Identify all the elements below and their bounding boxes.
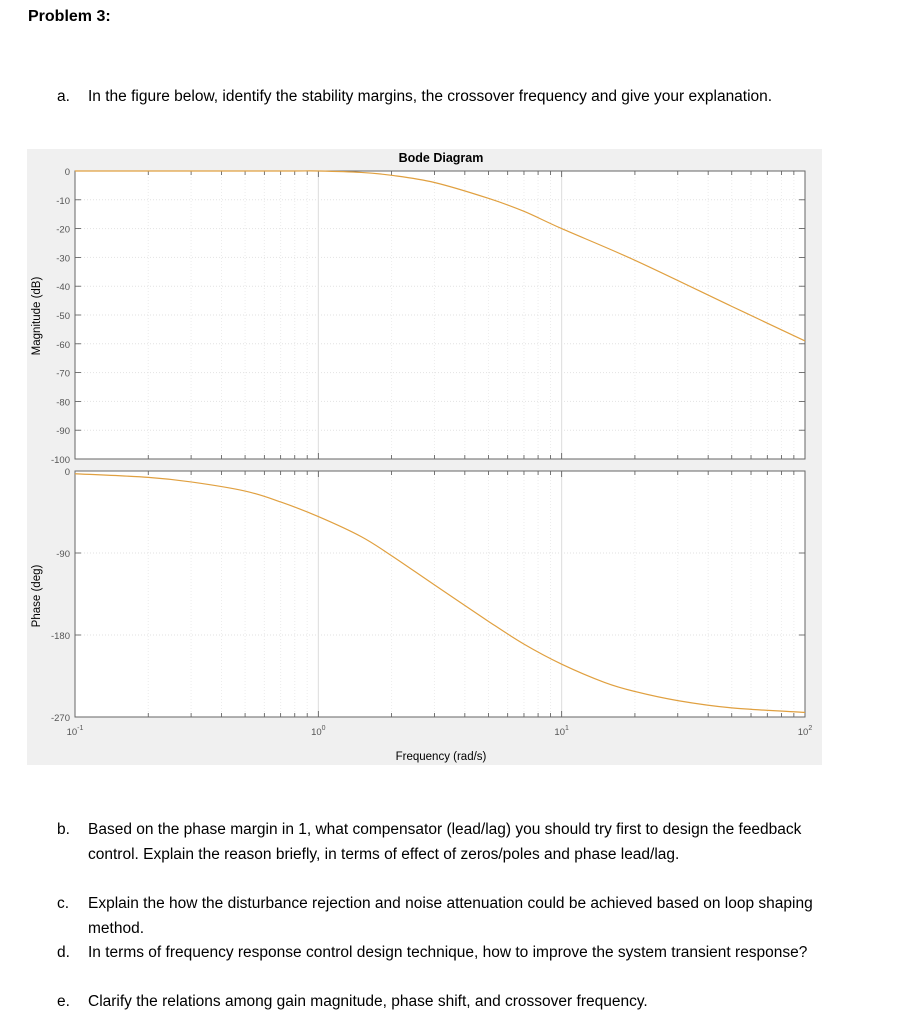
y-tick-label: 0: [64, 167, 70, 178]
x-tick-label: $10^1$: [554, 725, 569, 738]
y-tick-label: -180: [50, 631, 70, 642]
y-tick-label: -270: [50, 713, 70, 724]
question-text: Explain the how the disturbance rejection and noise attenuation could be achieved based on loop shaping method.: [88, 895, 813, 937]
question-a: [57, 85, 782, 110]
y-tick-label: -10: [56, 195, 70, 207]
magnitude-plot: [51, 167, 805, 466]
y-tick-label: -70: [56, 368, 70, 380]
y-tick-label: -90: [56, 426, 70, 438]
question-b: [57, 818, 817, 867]
question-letter: a.: [57, 88, 70, 105]
y-tick-label: -60: [56, 339, 70, 351]
y-tick-label: -80: [56, 397, 70, 409]
y-tick-label: -90: [56, 549, 70, 560]
y-tick-label: -20: [56, 224, 70, 236]
x-tick-label: $10^{-1}$: [66, 725, 84, 738]
y-tick-label: -50: [56, 311, 70, 322]
problem-heading: Problem 3:: [28, 8, 111, 25]
y-tick-label: -100: [50, 455, 70, 466]
question-text: Clarify the relations among gain magnitude, phase shift, and crossover frequency.: [88, 993, 648, 1010]
x-tick-label: $10^2$: [797, 725, 813, 738]
plot-area: [75, 171, 805, 459]
y-tick-label: -30: [56, 253, 70, 265]
question-text: Based on the phase margin in 1, what compensator (lead/lag) you should try first to design the feedback control. Explain the reason briefly, in terms of effect of zeros/poles and phase lead/lag.: [88, 821, 802, 863]
chart-title: Bode Diagram: [398, 151, 484, 165]
x-tick-label: $10^0$: [311, 725, 326, 738]
question-text: In terms of frequency response control design technique, how to improve the system transient response?: [88, 944, 808, 961]
magnitude-y-axis-label: Magnitude (dB): [31, 276, 43, 356]
question-e: [57, 990, 817, 1015]
question-letter: e.: [57, 993, 70, 1010]
question-c: [57, 892, 817, 941]
question-d: [57, 941, 817, 966]
y-tick-label: 0: [64, 467, 70, 478]
question-letter: d.: [57, 944, 70, 961]
x-axis-label: Frequency (rad/s): [395, 751, 487, 763]
bode-diagram-figure: [27, 149, 822, 765]
plot-area: [75, 471, 805, 717]
question-text: In the figure below, identify the stability margins, the crossover frequency and give your explanation.: [88, 88, 773, 105]
question-letter: b.: [57, 821, 70, 838]
y-tick-label: -40: [56, 282, 70, 294]
phase-y-axis-label: Phase (deg): [31, 564, 43, 628]
phase-plot: [51, 467, 805, 724]
question-letter: c.: [57, 895, 70, 912]
